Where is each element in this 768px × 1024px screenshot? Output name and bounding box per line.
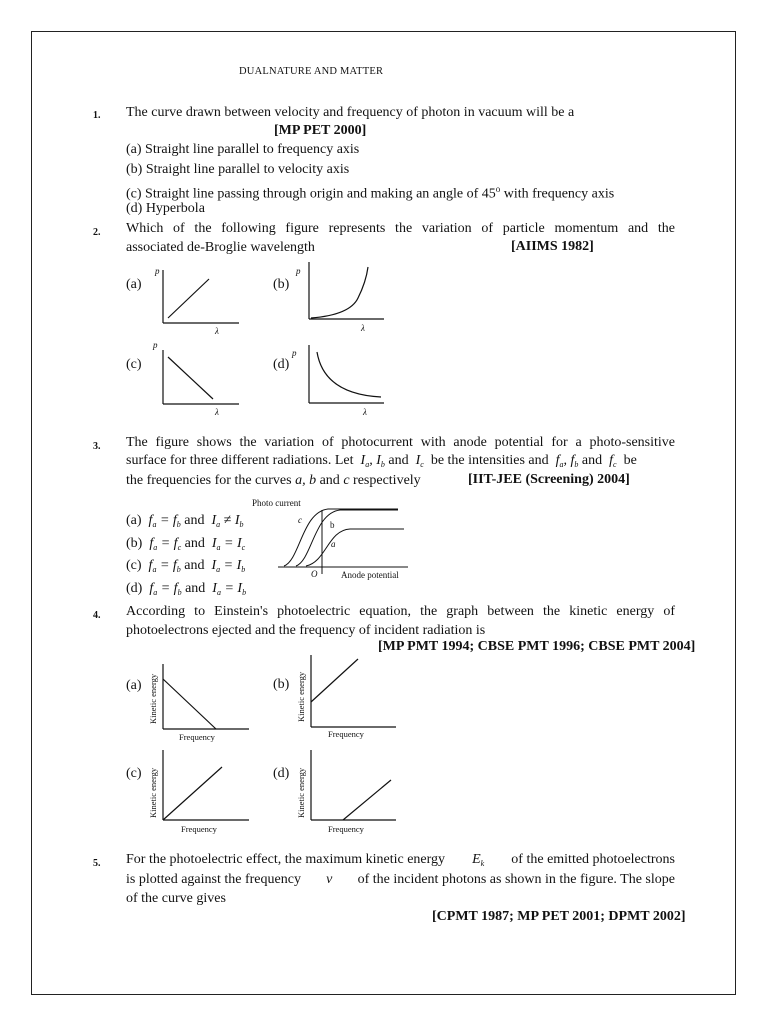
- q4b-line: [311, 659, 358, 702]
- q2a-y-label: p: [155, 266, 160, 276]
- question-1-text: The curve drawn between velocity and frequency of photon in vacuum will be a: [126, 105, 575, 120]
- q4a-x-label: Frequency: [179, 732, 215, 742]
- q3-option-d: (d) $f_a = f_b$ and $I_a = I_b$: [126, 581, 247, 597]
- question-3-line-2: surface for three different radiations. Let $I_a$, $I_b$ and $I_c$ be the intensities and $f_a$, $f_b$ and $f_c$ be: [126, 453, 637, 469]
- q2-label-d: (d): [273, 357, 290, 372]
- question-3-source: [IIT-JEE (Screening) 2004]: [468, 472, 630, 487]
- q3-y-label: Photo current: [252, 498, 301, 508]
- q2d-y-label: p: [292, 348, 297, 358]
- q2a-x-label: λ: [215, 326, 219, 336]
- question-4-line-2: photoelectrons ejected and the frequency of incident radiation is: [126, 623, 486, 638]
- question-1-source: [MP PET 2000]: [274, 123, 367, 138]
- q3-curve-label-a: a: [331, 539, 336, 549]
- question-1-option-c: (c) Straight line passing through origin and making an angle of 45$^o$ with frequency axis: [126, 184, 615, 202]
- question-4-line-1: According to Einstein's photoelectric equation, the graph between the kinetic energy of: [126, 604, 675, 619]
- question-2-source: [AIIMS 1982]: [511, 239, 594, 254]
- q4-label-a: (a): [126, 678, 142, 693]
- question-4-source: [MP PMT 1994; CBSE PMT 1996; CBSE PMT 2004]: [378, 639, 696, 654]
- q2-label-a: (a): [126, 277, 142, 292]
- question-3-number: 3.: [93, 441, 101, 452]
- q4d-x-label: Frequency: [328, 824, 364, 834]
- q2-label-c: (c): [126, 357, 142, 372]
- question-5-line-2: is plotted against the frequency ν of the incident photons as shown in the figure. The slope: [126, 872, 675, 887]
- question-1-option-a: (a) Straight line parallel to frequency axis: [126, 142, 360, 157]
- page-heading: DUALNATURE AND MATTER: [239, 66, 384, 77]
- question-5-line-3: of the curve gives: [126, 891, 226, 906]
- question-2-number: 2.: [93, 227, 101, 238]
- q3-option-a: (a) $f_a = f_b$ and $I_a \ne I_b$: [126, 513, 244, 529]
- q2c-x-label: λ: [215, 407, 219, 417]
- question-2-line-1: Which of the following figure represents the variation of particle momentum and the: [126, 221, 675, 236]
- q4-label-b: (b): [273, 677, 290, 692]
- q4d-y-label: Kinetic energy: [296, 767, 306, 818]
- q4c-y-label: Kinetic energy: [148, 767, 158, 818]
- q4b-x-label: Frequency: [328, 729, 364, 739]
- q3-origin-label: O: [311, 569, 318, 579]
- question-1-option-b: (b) Straight line parallel to velocity axis: [126, 162, 350, 177]
- q2b-y-label: p: [296, 266, 301, 276]
- q3-curve-label-c: c: [298, 515, 302, 525]
- question-4-number: 4.: [93, 610, 101, 621]
- question-5-source: [CPMT 1987; MP PET 2001; DPMT 2002]: [432, 909, 686, 924]
- q4c-x-label: Frequency: [181, 824, 217, 834]
- q2-label-b: (b): [273, 277, 290, 292]
- question-3-line-3: the frequencies for the curves a, b and c respectively: [126, 473, 421, 488]
- q4b-y-label: Kinetic energy: [296, 671, 306, 722]
- q3-x-label: Anode potential: [341, 570, 399, 580]
- question-1-option-d: (d) Hyperbola: [126, 201, 205, 216]
- q2b-x-label: λ: [361, 323, 365, 333]
- question-3-line-1: The figure shows the variation of photocurrent with anode potential for a photo-sensitive: [126, 435, 675, 450]
- q3-curve-label-b: b: [330, 520, 335, 530]
- q4a-y-label: Kinetic energy: [148, 673, 158, 724]
- q4-label-c: (c): [126, 766, 142, 781]
- q4a-line: [163, 679, 216, 729]
- question-2-line-2: associated de-Broglie wavelength: [126, 240, 315, 255]
- q2d-x-label: λ: [363, 407, 367, 417]
- q3-option-b: (b) $f_a = f_c$ and $I_a = I_c$: [126, 536, 246, 552]
- q4d-line: [343, 780, 391, 820]
- q4c-line: [163, 767, 222, 820]
- q2c-y-label: p: [153, 340, 158, 350]
- question-1-number: 1.: [93, 110, 101, 121]
- question-5-line-1: For the photoelectric effect, the maximum kinetic energy $E_k$ of the emitted photoelectrons: [126, 852, 675, 868]
- question-5-number: 5.: [93, 858, 101, 869]
- q3-option-c: (c) $f_a = f_b$ and $I_a = I_b$: [126, 558, 246, 574]
- q4-label-d: (d): [273, 766, 290, 781]
